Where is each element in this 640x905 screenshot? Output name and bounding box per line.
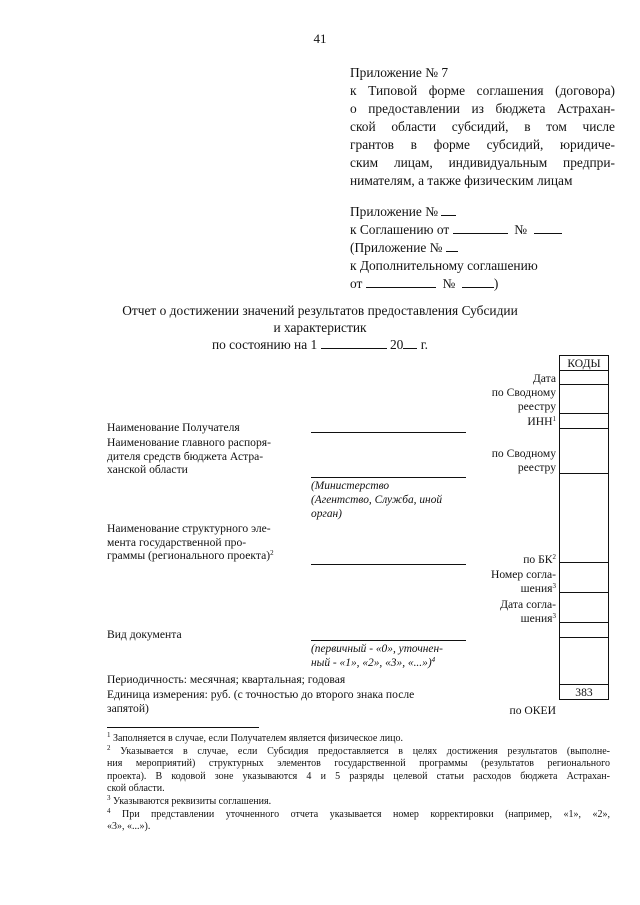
manager-label-line: Наименование главного распоря- bbox=[107, 436, 271, 449]
footnote-number: 1 bbox=[107, 731, 111, 739]
periodicity-label bbox=[107, 673, 345, 687]
svod-registry-label-2 bbox=[396, 447, 556, 474]
inn-code-cell[interactable] bbox=[560, 414, 609, 429]
footnote-text: ния мероприятий) структурных элементов государственной программы (результатов регионального bbox=[107, 758, 610, 770]
supplement-date-label: от bbox=[350, 276, 363, 291]
agreement-date-field[interactable] bbox=[453, 222, 508, 234]
manager-label bbox=[107, 436, 271, 477]
doc-type-hint bbox=[311, 642, 471, 670]
appendix-line: ской области субсидий, в том числе bbox=[350, 119, 615, 134]
agr-date-label-line: шения bbox=[520, 611, 553, 625]
appendix-line: грантов в форме субсидий, юридиче- bbox=[350, 137, 615, 152]
agreement-number-code-label bbox=[396, 568, 556, 595]
manager-field[interactable] bbox=[311, 477, 466, 478]
title-year-suffix: г. bbox=[420, 337, 429, 352]
periodicity-text: Периодичность: месячная; квартальная; годовая bbox=[107, 673, 346, 686]
report-month-field[interactable] bbox=[321, 337, 387, 349]
agreement-number-label: № bbox=[514, 222, 528, 237]
date-label-text: Дата bbox=[532, 372, 556, 385]
title-year-prefix: 20 bbox=[389, 337, 404, 352]
blank-code-cell[interactable] bbox=[560, 638, 609, 685]
footnote-text: При представлении уточненного отчета указывается номер корректировки (например, «1», «2», bbox=[122, 808, 611, 820]
recipient-label bbox=[107, 421, 240, 435]
appendix-header bbox=[350, 64, 615, 190]
inn-label bbox=[396, 415, 556, 429]
footnotes bbox=[107, 733, 610, 834]
agr-num-label-line: шения bbox=[520, 581, 553, 595]
footnote-separator bbox=[107, 727, 259, 728]
doc-type-code-cell[interactable] bbox=[560, 623, 609, 638]
okei-label bbox=[396, 704, 556, 718]
agreement-number-code-cell[interactable] bbox=[560, 563, 609, 593]
svod-label-line: по Сводному bbox=[491, 386, 556, 399]
title-line-2: и характеристик bbox=[273, 320, 367, 335]
okei-code-cell[interactable]: 383 bbox=[560, 685, 609, 700]
struct-label-line: мента государственной про- bbox=[107, 535, 247, 549]
supplement-appendix-field[interactable] bbox=[446, 240, 458, 252]
appendix-number-field[interactable] bbox=[441, 204, 456, 216]
agreement-reference bbox=[350, 203, 615, 293]
bk-code-cell[interactable] bbox=[560, 474, 609, 563]
agreement-date-label: к Соглашению от bbox=[350, 222, 450, 237]
inn-label-text: ИНН bbox=[527, 415, 553, 428]
svod-registry-code-cell-2[interactable] bbox=[560, 429, 609, 474]
agr-num-label-line: Номер согла- bbox=[490, 568, 556, 581]
svod-label-line: по Сводному bbox=[491, 447, 556, 460]
bk-label-text: по БК bbox=[523, 553, 553, 566]
agreement-date-code-label bbox=[396, 598, 556, 625]
supplement-agreement-label: к Дополнительному соглашению bbox=[350, 258, 538, 273]
recipient-field[interactable] bbox=[311, 432, 466, 433]
footnote-number: 2 bbox=[107, 743, 111, 752]
svod-registry-label-1 bbox=[396, 386, 556, 413]
date-code-cell[interactable] bbox=[560, 371, 609, 385]
footnote-ref: 2 bbox=[270, 549, 274, 557]
appendix-line: к Типовой форме соглашения (договора) bbox=[350, 83, 615, 98]
supplement-number-field[interactable] bbox=[462, 276, 494, 288]
date-code-label bbox=[396, 372, 556, 386]
appendix-line: Приложение № 7 bbox=[350, 65, 449, 80]
footnote-text: проекта). В кодовой зоне указываются 4 и 5 разряды целевой статьи расходов бюджета Астрахан- bbox=[107, 770, 610, 782]
agreement-number-field[interactable] bbox=[534, 222, 562, 234]
title-date-prefix: по состоянию на 1 bbox=[211, 337, 318, 352]
footnote-ref: 3 bbox=[552, 611, 556, 620]
struct-label-line: Наименование структурного эле- bbox=[107, 522, 271, 535]
agr-date-label-line: Дата согла- bbox=[500, 598, 556, 611]
appendix-line: нимателям, а также физическим лицам bbox=[350, 173, 573, 188]
footnote-text: «3», «...»). bbox=[107, 821, 151, 833]
appendix-line: ским лицам, индивидуальным предпри- bbox=[350, 155, 615, 170]
report-title bbox=[0, 302, 640, 353]
ministry-hint bbox=[311, 479, 471, 521]
ministry-hint-line: орган) bbox=[311, 508, 342, 520]
ministry-hint-line: (Министерство bbox=[311, 480, 390, 492]
footnote-text: Заполняется в случае, если Получателем является физическое лицо. bbox=[113, 733, 403, 744]
footnote-ref: 1 bbox=[552, 415, 556, 423]
supplement-appendix-label: (Приложение № bbox=[350, 240, 443, 255]
agreement-date-code-cell[interactable] bbox=[560, 593, 609, 623]
doc-type-label bbox=[107, 628, 182, 642]
struct-label-line: граммы (регионального проекта) bbox=[107, 549, 271, 562]
recipient-label-text: Наименование Получателя bbox=[107, 421, 240, 434]
appendix-line: о предоставлении из бюджета Астрахан- bbox=[350, 101, 615, 116]
bk-label bbox=[396, 553, 556, 567]
supplement-number-label: № bbox=[442, 276, 456, 291]
close-paren: ) bbox=[493, 276, 499, 291]
unit-text-line: запятой) bbox=[107, 701, 149, 715]
footnote-text: Указывается в случае, если Субсидия предоставляется в целях достижения результатов (выполне- bbox=[120, 745, 611, 757]
footnote-ref: 4 bbox=[431, 656, 436, 664]
footnote-ref: 2 bbox=[552, 553, 556, 561]
manager-label-line: дителя средств бюджета Астра- bbox=[107, 449, 264, 463]
footnote-ref: 3 bbox=[552, 581, 556, 590]
doc-type-hint-line: ный - «1», «2», «3», «...») bbox=[311, 657, 432, 669]
footnote-number: 3 bbox=[107, 793, 111, 802]
codes-table bbox=[559, 355, 609, 700]
footnote-text: Указываются реквизиты соглашения. bbox=[113, 795, 272, 807]
svod-label-line: реестру bbox=[517, 399, 556, 413]
struct-element-label bbox=[107, 522, 274, 563]
supplement-date-field[interactable] bbox=[366, 276, 436, 288]
ministry-hint-line: (Агентство, Служба, иной bbox=[311, 494, 443, 506]
footnote-text: ской области. bbox=[107, 783, 165, 795]
doc-type-label-text: Вид документа bbox=[107, 628, 182, 641]
report-year-field[interactable] bbox=[403, 337, 417, 349]
doc-type-field[interactable] bbox=[311, 640, 466, 641]
svod-label-line: реестру bbox=[517, 460, 556, 474]
footnote-number: 4 bbox=[107, 806, 111, 815]
okei-label-text: по ОКЕИ bbox=[509, 704, 556, 717]
unit-text-line: Единица измерения: руб. (с точностью до второго знака после bbox=[107, 688, 415, 701]
doc-type-hint-line: (первичный - «0», уточнен- bbox=[311, 643, 443, 655]
svod-registry-code-cell[interactable] bbox=[560, 385, 609, 414]
agreement-appendix-label: Приложение № bbox=[350, 204, 438, 219]
manager-label-line: ханской области bbox=[107, 463, 188, 476]
codes-header: КОДЫ bbox=[560, 356, 609, 371]
unit-label bbox=[107, 688, 414, 715]
page-number: 41 bbox=[313, 31, 327, 46]
title-line-1: Отчет о достижении значений результатов предоставления Субсидии bbox=[122, 303, 518, 318]
